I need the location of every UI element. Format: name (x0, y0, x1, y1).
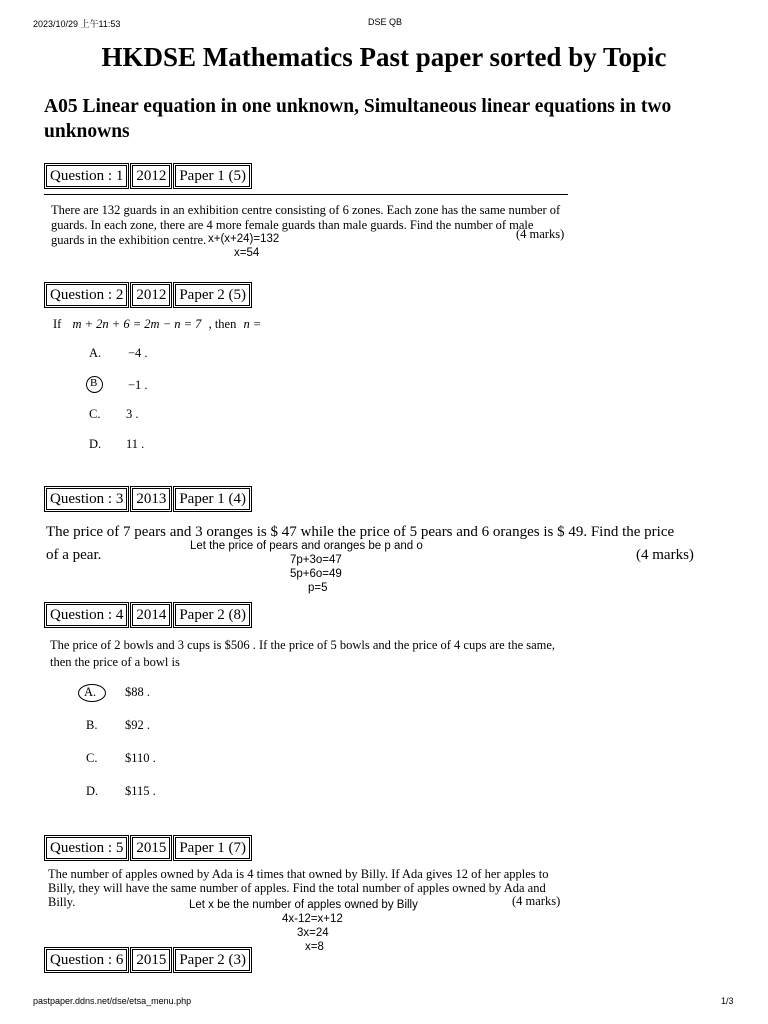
option-letter: A. (89, 346, 102, 360)
question-text-line: Billy, they will have the same number of apples. Find the total number of apples owned by Ada and (48, 881, 546, 895)
question-header (44, 282, 253, 308)
option-value: 11 . (126, 437, 145, 451)
question-text-line: guards. In each zone, there are 4 more female guards than male guards. Find the number of male (51, 218, 534, 232)
question-variable: n = (243, 317, 262, 331)
option-letter: D. (89, 437, 102, 451)
option-value: $110 . (125, 751, 156, 765)
question-year: 2015 (130, 835, 172, 861)
handwritten-work: Let x be the number of apples owned by Billy (189, 899, 418, 911)
question-year: 2012 (130, 282, 172, 308)
question-text-line: then the price of a bowl is (50, 655, 180, 669)
option-value: $92 . (125, 718, 150, 732)
option-value: $88 . (125, 685, 150, 699)
question-suffix: , then (208, 317, 237, 331)
handwritten-work: 4x-12=x+12 (282, 913, 343, 925)
question-text-line: The number of apples owned by Ada is 4 times that owned by Billy. If Ada gives 12 of her apples to (48, 867, 549, 881)
option-letter: C. (86, 751, 98, 765)
option-value: 3 . (126, 407, 139, 421)
print-page-number: 1/3 (721, 996, 734, 1006)
handwritten-work: 7p+3o=47 (290, 554, 342, 566)
question-paper: Paper 1 (4) (173, 486, 252, 512)
option-value: $115 . (125, 784, 156, 798)
question-header (44, 947, 253, 973)
print-url: pastpaper.ddns.net/dse/etsa_menu.php (33, 996, 192, 1006)
question-prefix: If (53, 317, 62, 331)
question-marks: (4 marks) (636, 547, 694, 563)
question-year: 2014 (130, 602, 172, 628)
question-number: Question : 5 (44, 835, 129, 861)
page-title: HKDSE Mathematics Past paper sorted by Topic (101, 42, 667, 72)
question-paper: Paper 2 (3) (173, 947, 252, 973)
handwritten-work: Let the price of pears and oranges be p and o (190, 540, 423, 552)
question-equation: m + 2n + 6 = 2m − n = 7 (72, 317, 202, 331)
question-text-line: Billy. (48, 895, 76, 909)
option-letter: B. (86, 718, 98, 732)
handwritten-work: p=5 (308, 582, 328, 594)
topic-heading: A05 Linear equation in one unknown, Simultaneous linear equations in two unknowns (44, 96, 672, 142)
handwritten-work: x=8 (305, 941, 324, 953)
option-letter: D. (86, 784, 99, 798)
question-paper: Paper 1 (7) (173, 835, 252, 861)
question-header (44, 602, 253, 628)
question-text-line: The price of 7 pears and 3 oranges is $ 47 while the price of 5 pears and 6 oranges is $ 49. Find the price (46, 524, 675, 540)
handwritten-work: 5p+6o=49 (290, 568, 342, 580)
print-site-title: DSE QB (368, 17, 403, 27)
question-number: Question : 4 (44, 602, 129, 628)
divider (44, 194, 568, 195)
question-header (44, 163, 253, 189)
question-number: Question : 1 (44, 163, 129, 189)
question-year: 2012 (130, 163, 172, 189)
option-letter: C. (89, 407, 101, 421)
question-number: Question : 2 (44, 282, 129, 308)
question-paper: Paper 1 (5) (173, 163, 252, 189)
option-value: −1 . (128, 378, 148, 392)
handwritten-work: 3x=24 (297, 927, 329, 939)
question-marks: (4 marks) (516, 227, 565, 241)
question-text-line: guards in the exhibition centre. (51, 233, 207, 247)
handwritten-work: x=54 (234, 247, 260, 259)
question-text (53, 317, 261, 332)
question-header (44, 835, 253, 861)
question-marks: (4 marks) (512, 894, 561, 908)
question-text-line: The price of 2 bowls and 3 cups is $506 . If the price of 5 bowls and the price of 4 cups are the same, (50, 638, 556, 652)
option-letter: A. (84, 685, 97, 699)
question-header (44, 486, 253, 512)
question-text-line: There are 132 guards in an exhibition centre consisting of 6 zones. Each zone has the same number of (51, 203, 561, 217)
question-number: Question : 6 (44, 947, 129, 973)
question-number: Question : 3 (44, 486, 129, 512)
question-paper: Paper 2 (5) (173, 282, 252, 308)
question-year: 2013 (130, 486, 172, 512)
question-paper: Paper 2 (8) (173, 602, 252, 628)
question-text-line: of a pear. (46, 547, 102, 563)
question-year: 2015 (130, 947, 172, 973)
option-value: −4 . (128, 346, 148, 360)
option-letter: B (90, 377, 98, 389)
handwritten-work: x+(x+24)=132 (208, 233, 280, 245)
print-datetime: 2023/10/29 上午11:53 (33, 19, 121, 29)
